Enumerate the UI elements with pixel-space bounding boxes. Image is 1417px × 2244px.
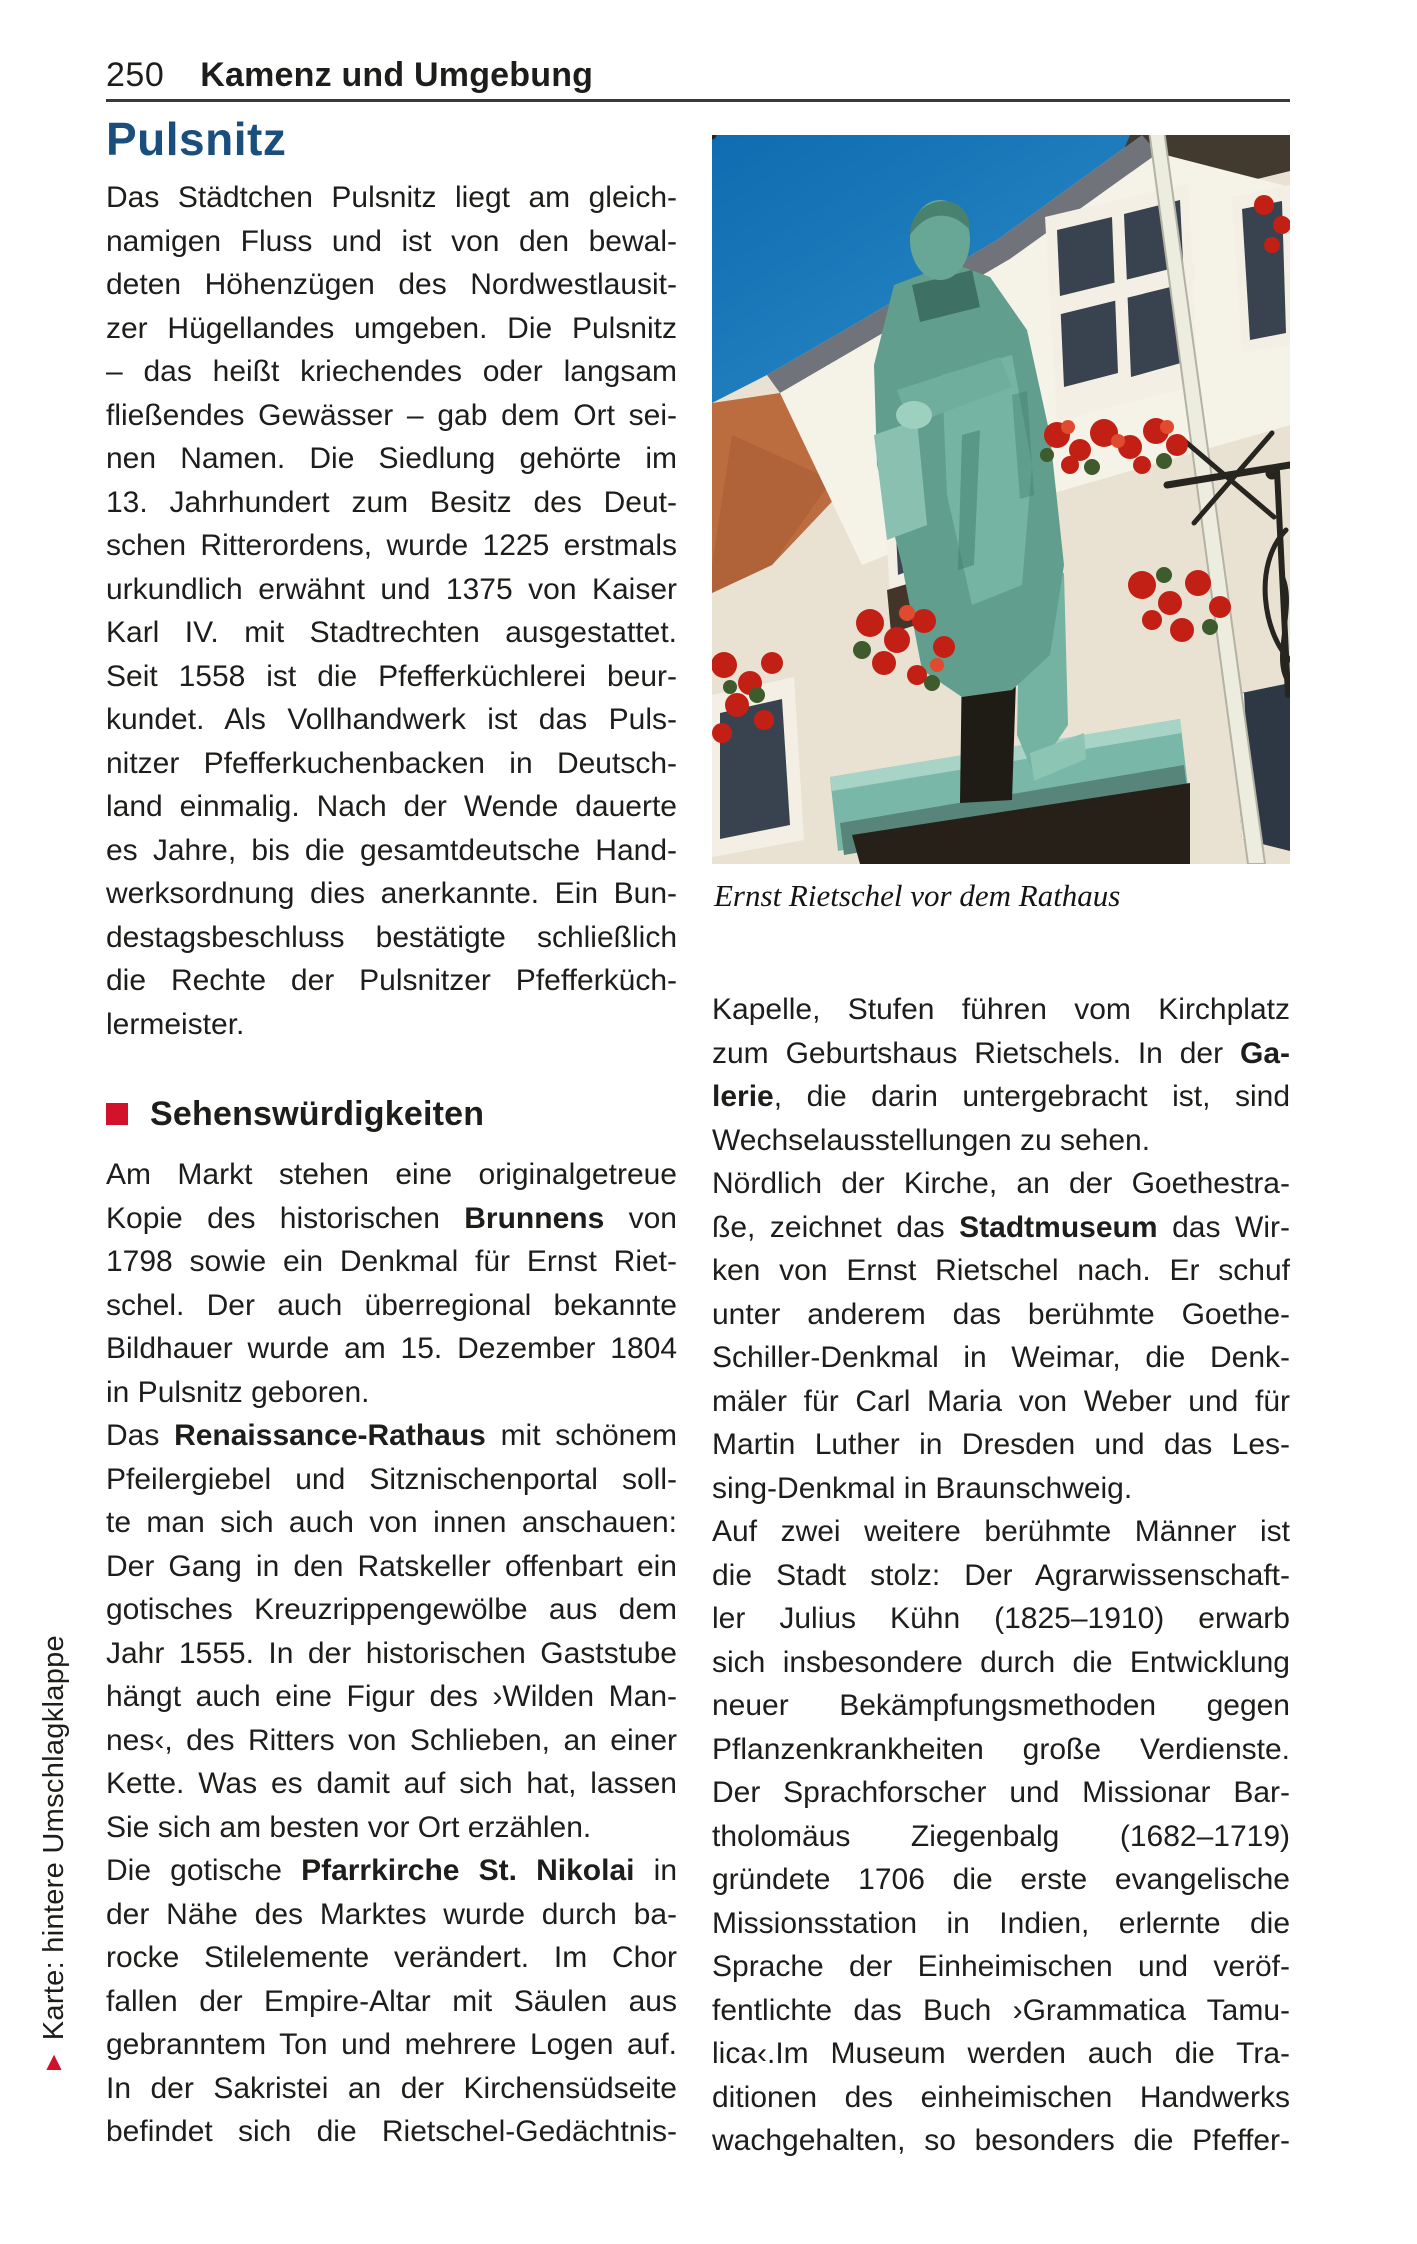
text-line: Seit 1558 ist die Pfefferküchlerei beur-: [106, 659, 677, 693]
article-title: Pulsnitz: [106, 113, 287, 165]
text-line: sich insbesondere durch die Entwicklung: [712, 1645, 1290, 1679]
text-line: tholomäus Ziegenbalg (1682–1719): [712, 1819, 1290, 1853]
text-line: Das Renaissance-Rathaus mit schönem: [106, 1419, 677, 1452]
text-line: ditionen des einheimischen Handwerks: [712, 2080, 1290, 2114]
text-line: zer Hügellandes umgeben. Die Pulsnitz: [106, 311, 677, 345]
text-line: lermeister.: [106, 1007, 245, 1041]
statue-photo: [712, 135, 1290, 864]
text-line: die Stadt stolz: Der Agrarwissenschaft-: [712, 1558, 1290, 1592]
text-line: der Nähe des Marktes wurde durch ba-: [106, 1897, 677, 1931]
text-line: befindet sich die Rietschel-Gedächtnis-: [106, 2115, 677, 2148]
text-line: nes‹, des Ritters von Schlieben, an einer: [106, 1723, 677, 1757]
text-line: hängt auch eine Figur des ›Wilden Man-: [106, 1680, 677, 1713]
map-triangle-icon: ▲: [41, 2046, 67, 2076]
text-line: 13. Jahrhundert zum Besitz des Deut-: [106, 485, 677, 519]
text-line: Der Gang in den Ratskeller offenbart ein: [106, 1549, 677, 1583]
page-header: [106, 56, 593, 95]
text-line: Kapelle, Stufen führen vom Kirchplatz: [712, 993, 1290, 1026]
text-line: zum Geburtshaus Rietschels. In der Ga-: [712, 1036, 1290, 1070]
subsection-title: Sehenswürdigkeiten: [150, 1095, 485, 1133]
text-line: Auf zwei weitere berühmte Männer ist: [712, 1515, 1290, 1548]
margin-note: [28, 1634, 80, 2076]
text-line: Die gotische Pfarrkirche St. Nikolai in: [106, 1854, 678, 1887]
photo-caption: Ernst Rietschel vor dem Rathaus: [714, 878, 1121, 913]
text-line: schen Ritterordens, wurde 1225 erstmals: [106, 529, 677, 562]
text-line: mäler für Carl Maria von Weber und für: [712, 1384, 1290, 1418]
margin-note-text: Karte: hintere Umschlagklappe: [37, 1634, 70, 2040]
text-line: Schiller-Denkmal in Weimar, die Denk-: [712, 1341, 1290, 1374]
text-line: Kette. Was es damit auf sich hat, lassen: [106, 1767, 677, 1800]
text-line: fließendes Gewässer – gab dem Ort sei-: [106, 398, 677, 432]
text-line: schel. Der auch überregional bekannte: [106, 1288, 677, 1322]
left-column-intro: [106, 176, 677, 1046]
text-line: Am Markt stehen eine originalgetreue: [106, 1158, 677, 1191]
text-line: Der Sprachforscher und Missionar Bar-: [712, 1776, 1290, 1809]
text-line: nitzer Pfefferkuchenbacken in Deutsch-: [106, 746, 677, 780]
text-line: in Pulsnitz geboren.: [106, 1375, 370, 1409]
text-line: te man sich auch von innen anschauen:: [106, 1506, 677, 1539]
header-rule: [106, 99, 1290, 102]
text-line: lerie, die darin untergebracht ist, sind: [712, 1080, 1290, 1113]
text-line: Martin Luther in Dresden und das Les-: [712, 1428, 1290, 1461]
section-title: Kamenz und Umgebung: [200, 56, 594, 94]
text-line: Wechselausstellungen zu sehen.: [712, 1123, 1151, 1157]
text-line: kundet. Als Vollhandwerk ist das Puls-: [106, 703, 677, 736]
text-line: sing-Denkmal in Braunschweig.: [712, 1471, 1133, 1505]
text-line: fallen der Empire-Altar mit Säulen aus: [106, 1984, 677, 2018]
text-line: unter anderem das berühmte Goethe-: [712, 1297, 1290, 1331]
text-line: lica‹.Im Museum werden auch die Tra-: [712, 2037, 1290, 2070]
text-line: Sprache der Einheimischen und veröf-: [712, 1950, 1290, 1983]
right-column-body: [712, 988, 1290, 2163]
text-line: ler Julius Kühn (1825–1910) erwarb: [712, 1602, 1290, 1635]
text-line: Sie sich am besten vor Ort erzählen.: [106, 1810, 592, 1844]
text-line: es Jahre, bis die gesamtdeutsche Hand-: [106, 833, 677, 867]
red-square-bullet-icon: [106, 1103, 128, 1125]
text-line: Nördlich der Kirche, an der Goethestra-: [712, 1167, 1290, 1200]
statue-photo-illustration: [712, 135, 1290, 864]
text-line: ken von Ernst Rietschel nach. Er schuf: [712, 1254, 1290, 1287]
text-line: land einmalig. Nach der Wende dauerte: [106, 790, 677, 823]
text-line: wachgehalten, so besonders die Pfeffer-: [712, 2124, 1290, 2157]
text-line: neuer Bekämpfungsmethoden gegen: [712, 1689, 1290, 1722]
text-line: gebranntem Ton und mehrere Logen auf.: [106, 2028, 677, 2061]
text-line: Jahr 1555. In der historischen Gaststube: [106, 1636, 677, 1670]
text-line: – das heißt kriechendes oder langsam: [106, 355, 677, 388]
page-number: 250: [106, 56, 165, 94]
text-line: 1798 sowie ein Denkmal für Ernst Riet-: [106, 1245, 677, 1278]
text-line: nen Namen. Die Siedlung gehörte im: [106, 442, 677, 475]
text-line: Bildhauer wurde am 15. Dezember 1804: [106, 1332, 677, 1365]
text-line: In der Sakristei an der Kirchensüdseite: [106, 2071, 677, 2105]
text-line: fentlichte das Buch ›Grammatica Tamu-: [712, 1993, 1290, 2027]
subsection-header: [106, 1094, 484, 1134]
text-line: werksordnung dies anerkannte. Ein Bun-: [106, 877, 677, 910]
text-line: Pfeilergiebel und Sitznischenportal soll-: [106, 1462, 677, 1496]
text-line: rocke Stilelemente verändert. Im Chor: [106, 1941, 677, 1974]
text-line: die Rechte der Pulsnitzer Pfefferküch-: [106, 964, 677, 997]
text-line: Kopie des historischen Brunnens von: [106, 1201, 677, 1235]
text-line: destagsbeschluss bestätigte schließlich: [106, 920, 677, 954]
text-line: namigen Fluss und ist von den bewal-: [106, 224, 677, 258]
text-line: deten Höhenzügen des Nordwestlausit-: [106, 268, 677, 301]
text-line: Pflanzenkrankheiten große Verdienste.: [712, 1732, 1290, 1766]
text-line: gründete 1706 die erste evangelische: [712, 1863, 1290, 1896]
text-line: gotisches Kreuzrippengewölbe aus dem: [106, 1593, 677, 1626]
left-column-body: [106, 1153, 677, 2154]
text-line: ße, zeichnet das Stadtmuseum das Wir-: [712, 1210, 1290, 1244]
text-line: Missionsstation in Indien, erlernte die: [712, 1906, 1290, 1940]
text-line: urkundlich erwähnt und 1375 von Kaiser: [106, 572, 677, 606]
text-line: Karl IV. mit Stadtrechten ausgestattet.: [106, 616, 677, 649]
text-line: Das Städtchen Pulsnitz liegt am gleich-: [106, 181, 677, 214]
